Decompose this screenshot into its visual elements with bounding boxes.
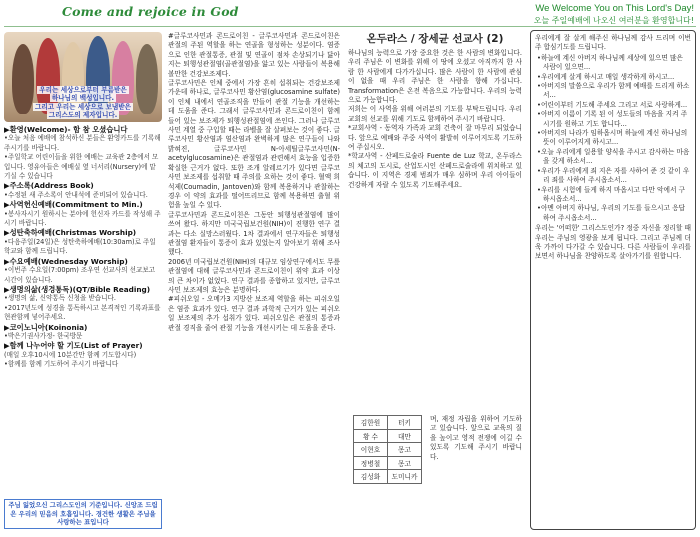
announce-heading: ▶사역헌신예배(Commitment to Min.): [4, 200, 143, 210]
missionary-title: 온두라스 / 장세균 선교사 (2): [366, 33, 504, 45]
prayer-item: •아멘 아버지 하나님, 우리의 기도를 들으시고 응답하여 주시옵소서...: [537, 204, 686, 222]
welcome-english: We Welcome You on This Lord's Day!: [535, 3, 694, 14]
announce-text: •박은기권사가정- 한국방문: [4, 331, 83, 340]
announce-text: •다음주일(24일)은 성탄축하예배(10:30am)로 주일학교와 함께 드립니다.: [4, 237, 156, 256]
mission-country: 몽고: [388, 443, 422, 457]
prayer-intro: 우리에게 잘 살게 해주신 하나님께 감사 드리며 이번 주 합심기도를 드립니다.: [535, 34, 691, 52]
article-paragraph: #글루코사민과 콘드로이친 - 글루코사민과 콘드로이친은 관절의 주된 역할을 하는 연골을 형성하는 성분이다. 염증으로 인한 관절통증, 관절 및 연골이 점차 손상되기나 닳아지는 퇴행성관절염(골관절염)을 앓고 있는 사람들이 복용해볼만한 건강보조제다.: [168, 32, 340, 78]
missionary-table: [353, 415, 422, 484]
announcements-column: [4, 32, 162, 370]
missionary-name: 정병철: [354, 456, 388, 470]
missionary-name: 황 수: [354, 429, 388, 443]
missionary-name: 김한원: [354, 416, 388, 430]
bulletin-title: Come and rejoice in God: [62, 4, 239, 19]
missionary-column: [348, 32, 522, 190]
prayer-closing: 우리는 '어떠한' 그리스도인가? 정중 자신을 정리할 때 우리는 주님의 영광을 보게 됩니다. 그리고 주님께 더욱 가까이 다가갈 수 있습니다. 다른 사람들이 우리를 보면서 하나님을 찬양하도록 살아가기를 원합니다.: [535, 224, 691, 261]
welcome-banner: [534, 3, 694, 26]
prayer-item: •아버지 이름이 기록 된 이 성도들의 마음을 지켜 주시기를 원하고 기도 합니다...: [537, 110, 688, 128]
announce-text: (매일 오후10시에 10분간만 함께 기도합시다) •함께를 함께 기도하여 주시기 바랍니다: [4, 350, 137, 369]
table-row: [354, 470, 422, 484]
prayer-item: •하늘에 계신 아버지 하나님께 세상에 있으면 많은 사람이 있으면...: [537, 53, 683, 72]
table-row: [354, 416, 422, 430]
announce-text: •수정된 새 주소록이 안내석에 준비되어 있습니다.: [4, 190, 148, 199]
announce-text: •이번주 수요일(7:00pm) 조우연 선교사의 선교보고 시간이 있습니다.: [4, 266, 156, 284]
announce-heading: ▶수요예배(Wednesday Worship): [4, 256, 128, 266]
announce-heading: ▶성탄축하예배(Christmas Worship): [4, 228, 137, 238]
photo-caption: 우리는 세상으로부터 부름받은 하나님의 백성입니다. 그리고 우리는 세상으로 보냄받은 그리스도의 제자입니다.: [34, 85, 132, 120]
announce-text: •오늘 처음 예배에 참석하신 분들은 환영카드를 기록해 주시기를 바랍니다.: [4, 134, 161, 152]
missionary-paragraph: *교회사역 - 동역자 가족과 교회 건축이 잘 마무리 되었습니다. 앞으로 예배와 주중 사역이 활발히 이루어지도록 기도하여 주십시오.: [348, 124, 522, 152]
announce-text: •생명의 삶, 신약통독 신청을 받습니다. •2017년도에 성경을 통독하시고 본격적인 기록과표를 현관함께 넣어주세요.: [4, 294, 161, 322]
article-paragraph: 2006년 미국립보건원(NIH)의 대규모 임상연구에서도 무릎 관절염에 대해 글루코사민과 콘드로이친이 위약 효과 이상의 큰 차이가 없었다. 연구 결과를 종합하고 있지만, 글루코사민 보조제의 효능은 분명하다.: [168, 257, 340, 294]
health-article-column: [168, 32, 340, 333]
prayer-list: [535, 54, 691, 223]
table-row: [354, 456, 422, 470]
article-paragraph: 글루코사민과 콘드로이친은 그동안 퇴행성관절염에 많이 쓰여 왔다. 하지만 미국국립보건원(NIH)이 진행한 연구 결과는 다소 실망스러웠다. 1차 결과에서 연구자들은 퇴행성 관절염 환자들이 통증이 효과 있었는지 알아보기 위해 조사했다.: [168, 210, 340, 257]
announce-heading: ▶생명의삶(생경통독)(QT/Bible Reading): [4, 284, 151, 294]
missionary-name: 김성화: [354, 470, 388, 484]
header-divider: [4, 26, 696, 27]
announce-heading: ▶함께 나누어야 할 기도(List of Prayer): [4, 341, 143, 351]
article-paragraph: 글루코사민은 인체 중에서 가장 흔히 섭취되는 건강보조제 가운데 하나로, 글루코사민 황산염(glucosamine sulfate)이 인체 내에서 연골조직을 만들어 관절 기능을 개선하는 데 도움을 준다. 그래서 글루코사민과 콘드로이친이 함께 들어 있는 보조제가 퇴행성관절염에 쓰인다. 그러나 글루코사민 계열 중 구입할 때는 라벨을 잘 살펴보는 것이 좋다. 글루코사민 황산염과 염산염과 완벽하게 많은 연구들이 나와 밝혀진, 글루코사민 N-아세틸글루코사민(N-acetylglucosamine)은 관절염과 관련해서 효능을 입증한 확실한 근거가 없다. 또한 조개 알레르기가 있다면 글루코사민 보조제를 섭취할 때 주의를 요하는 것이 좋다. 혈액 희석제(Coumadin, Jantoven)와 함께 복용하거나 관찰하는 경우 이 약의 효과를 떨어뜨리므로 함께 복용하면 출혈 위험을 높일 수 있다.: [168, 79, 340, 210]
motto-box: 주님 잃었으신 그리스도인의 기준입니다. 신앙조 드림은 우리의 믿음의 호흡입니다. 경건한 생활은 주님을 사랑하는 표입니다: [4, 499, 162, 529]
mission-country: 대만: [388, 429, 422, 443]
missionary-tail: 며, 재정 자립을 위하여 기도하고 있습니다. 앞으로 교육의 질을 높이고 영적 전쟁에 이길 수 있도록 기도해 주시기 바랍니다.: [430, 415, 522, 461]
announce-text: •봉사자시기 원하시는 분야에 헌신자 카드를 작성해 주시기 바랍니다.: [4, 209, 161, 228]
missionary-paragraph: *학교사역 - 산페드로술라 Fuente de Luz 학교, 온두라스의 체고의 도시로, 산업도시인 산페드로술라에 위치하고 있습니다. 이 지역은 경제 범죄가 매우 심하며 우리 아이들이 건강하게 자랄 수 있도록 기도해주세요.: [348, 152, 522, 189]
prayer-item: •아버지의 말씀으로 우리가 함께 예배를 드리게 하소서...: [537, 82, 690, 100]
congregation-photo: [4, 32, 162, 122]
welcome-korean: 오늘 주일예배에 나오신 여러분을 환영합니다!: [533, 16, 694, 25]
prayer-item: •어린이부터 기도해 주세요 그리고 서로 사랑하게...: [537, 100, 688, 109]
article-paragraph: #피쉬오일 - 오메가3 지방산 보조제 역할을 하는 피쉬오일은 염증 효과가 있다. 연구 결과 과학적 근거가 있는 피쉬오일 보조제의 추가 섭취가 있다. 피쉬오일은 관절의 통증과 관절 경직을 줄여 관절 기능을 개선시키는 데 도움을 준다.: [168, 295, 340, 332]
announce-heading: ▶환영(Welcome)- 함 참 오셨습니다: [4, 125, 128, 134]
mission-country: 터키: [388, 416, 422, 430]
missionary-paragraph: 하나님의 능력으로 가장 중요한 것은 한 사람의 변화입니다. 우리 주님은 이 변화를 위해 이 땅에 오셨고 아직까지 한 사람 한 사람에게 다가가십니다. 많은 사람이 한 사람에 관심이 없을 때 우리 주님은 한 사람을 향해 가십니다. Transformation은 온전 복음으로 가능합니다. 우리의 능력으로 가능합니다.: [348, 49, 522, 105]
missionary-paragraph: 저희는 이 사역을 위해 여러분의 기도를 부탁드립니다. 우리 교회의 선교를 위해 기도로 함께하여 주시기 바랍니다.: [348, 105, 522, 123]
mission-country: 도미니카: [388, 470, 422, 484]
prayer-item: •우리에게 살게 하시고 매일 생각하게 하시고...: [537, 72, 675, 81]
announce-text: •주일학교 어린이들을 위한 예배는 교육관 2층에서 모입니다. 영유아들은 예배실 옆 너서리(Nursery)에 맡기실 수 있습니다: [4, 153, 159, 181]
prayer-item: •아버지의 나라가 임하옵시며 하늘에 계신 하나님의 뜻이 이루어지게 하시고...: [537, 129, 688, 147]
prayer-item: •오늘 우리에게 일용할 양식을 주시고 감사하는 마음을 갖게 하소서...: [537, 147, 690, 166]
announce-heading: ▶코이노니아(Koinonia): [4, 322, 88, 332]
missionary-name: 이현호: [354, 443, 388, 457]
announce-heading: ▶주소록(Address Book): [4, 181, 94, 191]
table-row: [354, 429, 422, 443]
table-row: [354, 443, 422, 457]
prayer-box: [530, 30, 696, 530]
mission-country: 몽고: [388, 456, 422, 470]
prayer-item: •우리를 시험에 들게 하지 마옵시고 다만 악에서 구하시옵소서...: [537, 185, 686, 203]
prayer-item: •우리가 우리에게 죄 지은 자를 사하여 준 것 같이 우리 죄를 사하여 주시옵소서...: [537, 166, 690, 185]
